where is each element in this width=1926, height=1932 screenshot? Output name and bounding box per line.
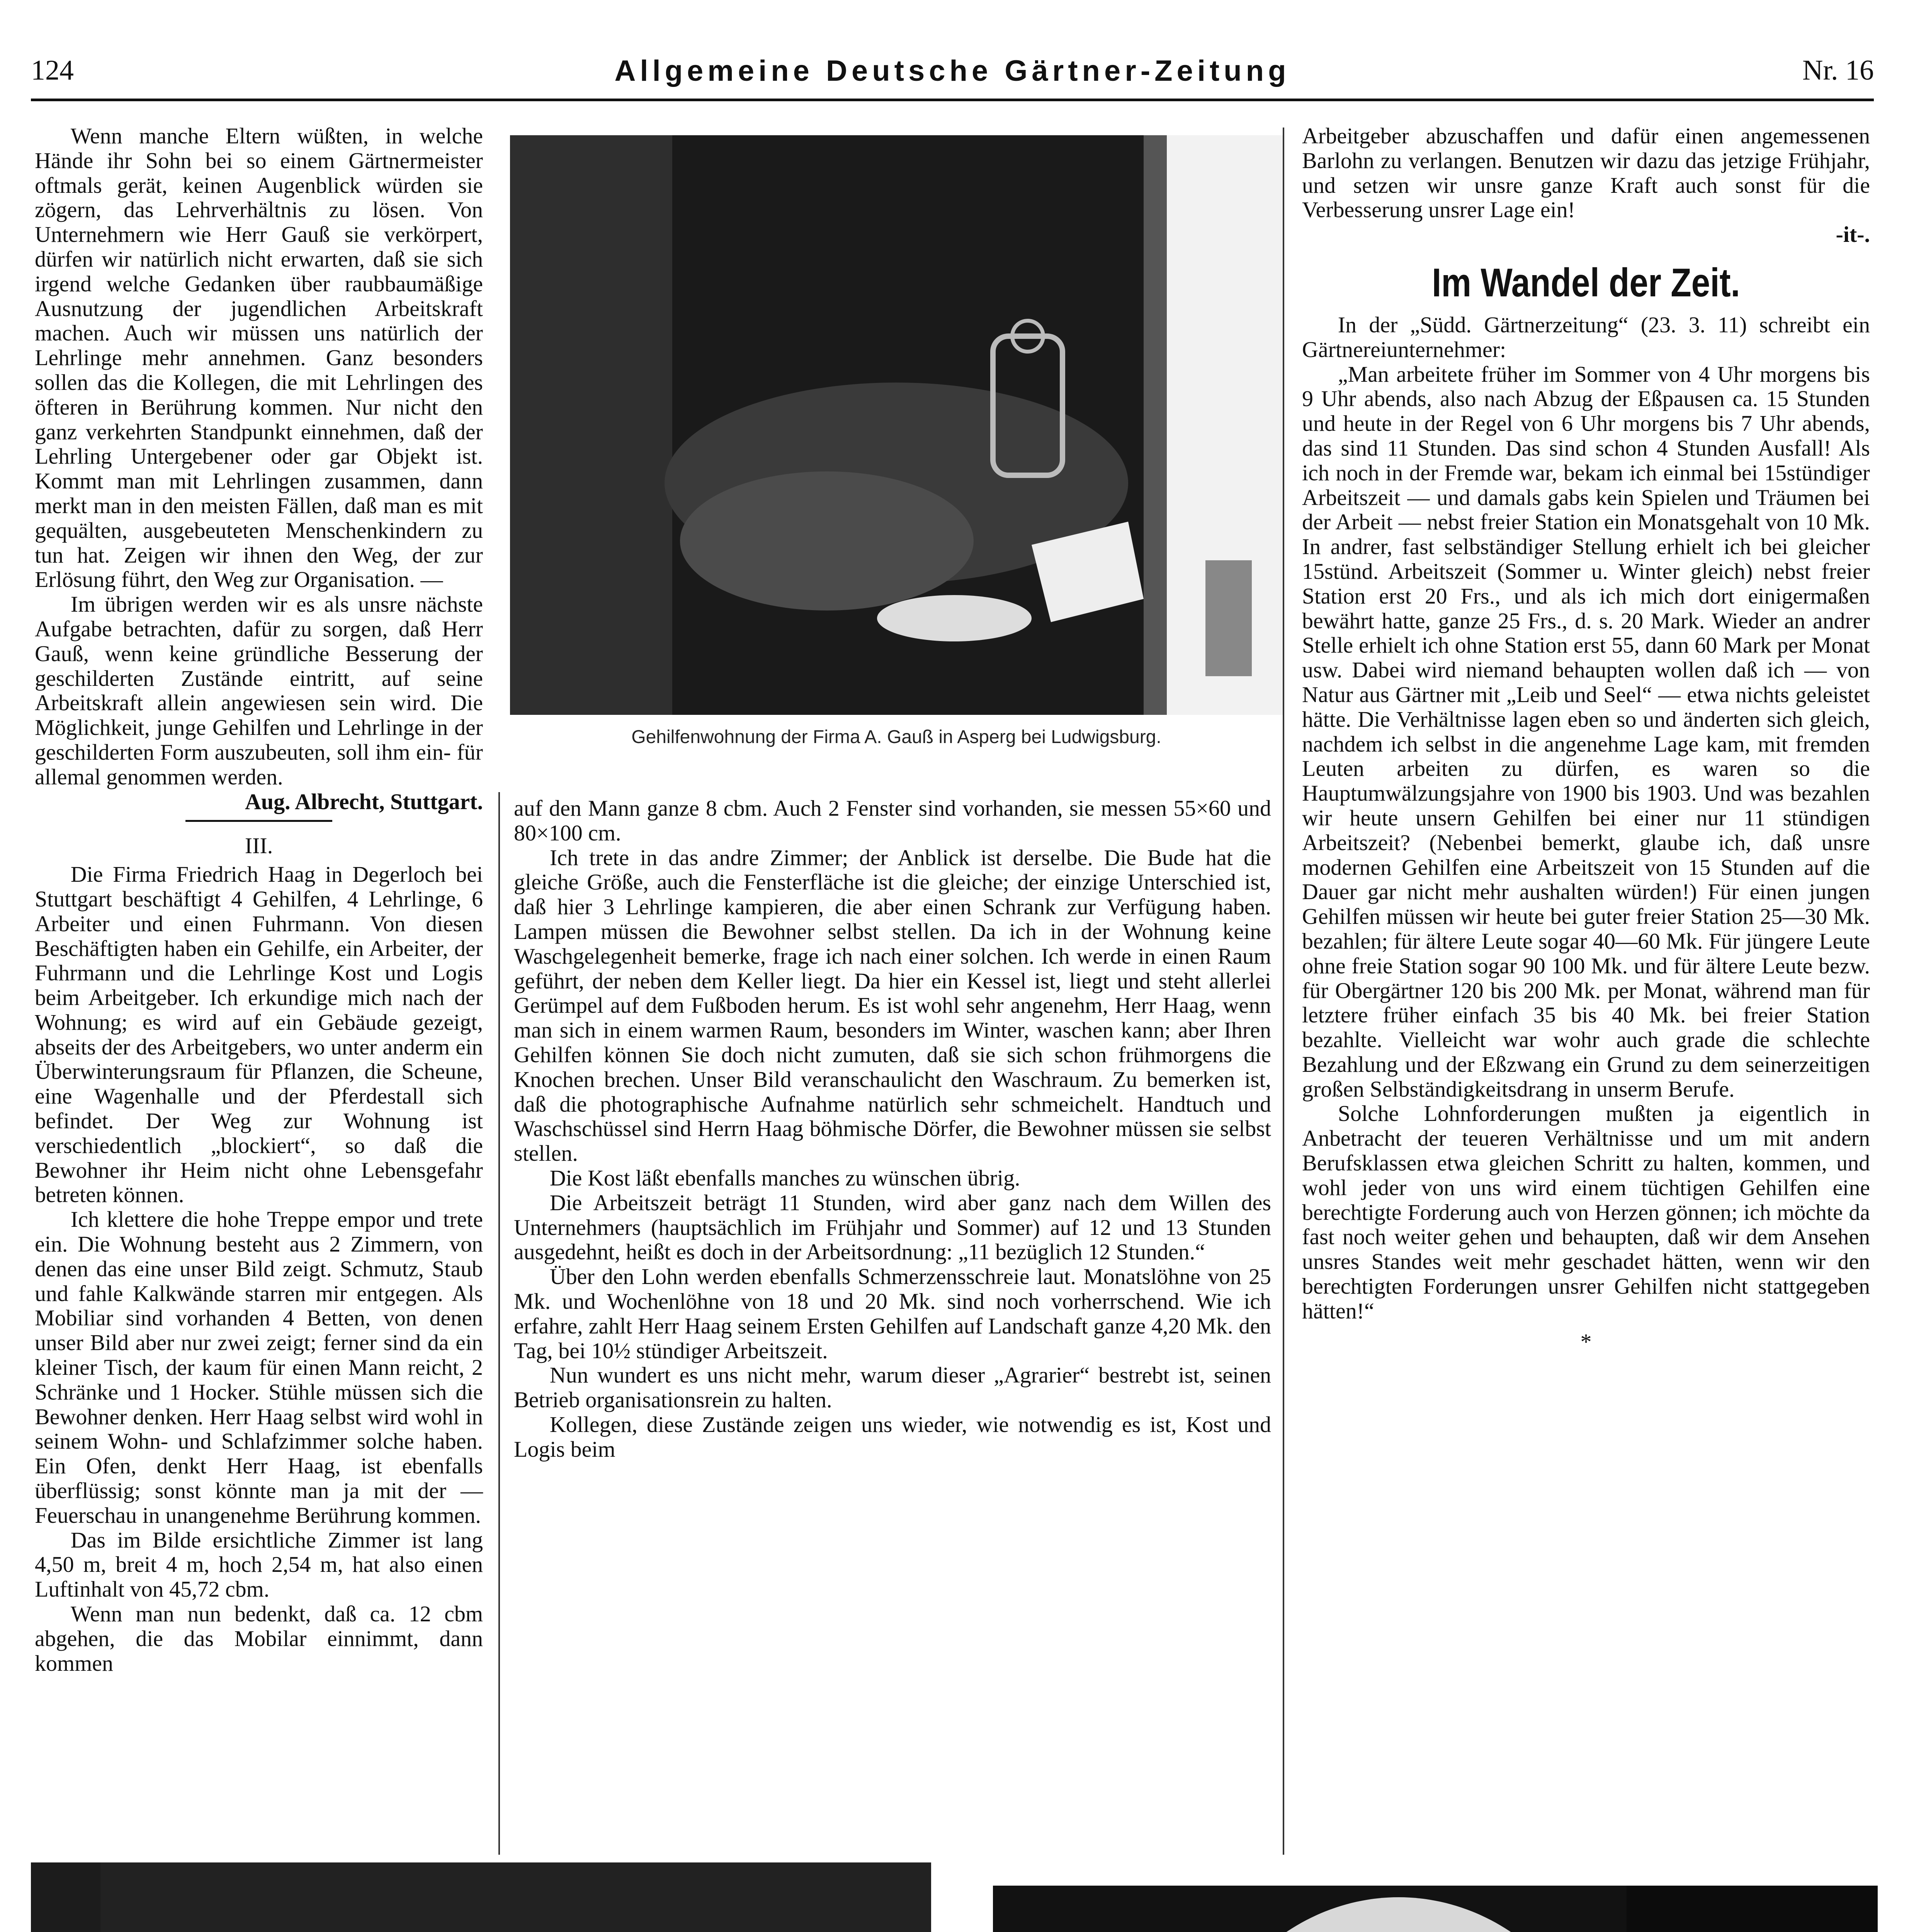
paragraph: Ich klettere die hohe Treppe empor und trete ein. Die Wohnung besteht aus 2 Zimmern, von denen das eine unser Bild zeigt. Schmutz, Staub und fahle Kalkwände starren mir entgegen. Als Mobiliar sind vorhanden 4 Betten, von denen unser Bild aber nur zwei zeigt; ferner sind da ein kleiner Tisch, der kaum für einen Mann reicht, 2 Schränke und 1 Hocker. Stühle müssen sich die Bewohner denken. Herr Haag selbst wird wohl in seinem Wohn- und Schlafzimmer solche haben. Ein Ofen, denkt Herr Haag, ist ebenfalls überflüssig; sonst könnte man ja mit der — Feuerschau in unangenehme Berührung kommen. xyxy=(35,1207,483,1528)
signature-albrecht: Aug. Albrecht, Stuttgart. xyxy=(245,789,483,814)
paragraph: Wenn manche Eltern wüßten, in welche Hände ihr Sohn bei so einem Gärtnermeister oftmals gerät, keinen Augenblick würden sie zögern, das Lehrverhältnis zu lösen. Von Unternehmern wie Herr Gauß sie verkörpert, dürfen wir natürlich nicht erwarten, daß sie sich irgend welche Gedanken über raubbaumäßige Ausnutzung der jugendlichen Arbeitskraft machen. Auch wir müssen uns natürlich der Lehrlinge mehr annehmen. Ganz besonders sollen das die Kollegen, die mit Lehrlingen des öfteren in Berührung kommen. Nur nicht den ganz verkehrten Standpunkt einnehmen, daß der Lehrling Untergebener oder gar Objekt ist. Kommt man mit Lehrlingen zusammen, dann merkt man in den meisten Fällen, daß man es mit gequälten, ausgebeuteten Menschenkindern zu tun hat. Zeigen wir ihnen den Weg, der zur Erlösung führt, den Weg zur Organisation. — xyxy=(35,123,483,592)
section-divider xyxy=(185,820,332,822)
column-rule xyxy=(1283,128,1284,1855)
paragraph: Nun wundert es uns nicht mehr, warum dieser „Agrarier“ bestrebt ist, seinen Betrieb organisationsrein zu halten. xyxy=(514,1362,1271,1413)
paragraph: Im übrigen werden wir es als unsre nächste Aufgabe betrachten, dafür zu sorgen, daß Herr Gauß, wenn keine gründliche Besserung der geschilderten Zustände eintritt, auf seine Arbeitskraft allein angewiesen sein wird. Die Möglichkeit, junge Gehilfen und Lehrlinge in der geschilderten Form auszubeuten, soll ihm ein- für allemal genommen werden. xyxy=(35,592,483,789)
caption-top-photo: Gehilfenwohnung der Firma A. Gauß in Asperg bei Ludwigsburg. xyxy=(631,727,1161,747)
signature-it: -it-. xyxy=(1836,222,1870,247)
photo-gehilfenwohnung-haag xyxy=(993,1886,1878,1932)
paragraph: auf den Mann ganze 8 cbm. Auch 2 Fenster sind vorhanden, sie messen 55×60 und 80×100 cm. xyxy=(514,796,1271,845)
paragraph: Arbeitgeber abzuschaffen und dafür einen angemessenen Barlohn zu verlangen. Benutzen wir dazu das jetzige Frühjahr, und setzen wir unsre ganze Kraft auch sonst für die Verbesserung unsrer Lage ein! xyxy=(1302,123,1870,223)
issue-number: Nr. 16 xyxy=(1802,54,1874,86)
article-heading: Im Wandel der Zeit. xyxy=(1432,260,1740,305)
photo-gehilfenwohnung-gauss xyxy=(510,135,1283,715)
end-mark: * xyxy=(1580,1329,1592,1354)
section-number: III. xyxy=(245,833,273,859)
header-rule xyxy=(31,99,1874,101)
paragraph: Solche Lohnforderungen mußten ja eigentlich in Anbetracht der teueren Verhältnisse und um mit andern Berufsklassen etwa gleichen Schritt zu halten, kommen, und wohl jeder von uns wird einem tüchtigen Gehilfen eine berechtigte Forderung auch von Herzen gönnen; ich möchte da fast noch weiter gehen und behaupten, daß wir dem Ansehen unsres Standes weit mehr geschadet hätten, wenn wir den berechtigten Forderungen unsrer Gehilfen nicht stattgegeben hätten!“ xyxy=(1302,1101,1870,1323)
middle-column xyxy=(514,796,1271,1462)
page-header xyxy=(31,50,1874,97)
paragraph: Wenn man nun bedenkt, daß ca. 12 cbm abgehen, die das Mobilar einnimmt, dann kommen xyxy=(35,1601,483,1676)
right-column xyxy=(1302,124,1870,1354)
paragraph: Ich trete in das andre Zimmer; der Anblick ist derselbe. Die Bude hat die gleiche Größe, auch die Fensterfläche ist die gleiche; der einzige Unterschied ist, daß hier 3 Lehrlinge kampieren, die aber einen Schrank zur Verfügung haben. Lampen müssen die Bewohner selbst stellen. Da ich in der Wohnung keine Waschgelegenheit bemerke, frage ich nach einer solchen. Ich werde in einen Raum geführt, der neben dem Keller liegt. Da hier ein Kessel ist, liegt und steht allerlei Gerümpel auf dem Fußboden herum. Es ist wohl sehr angenehm, Herr Haag, wenn man sich in einem warmen Raum, besonders im Winter, waschen kann; aber Ihren Gehilfen können Sie doch nicht zumuten, daß sie sich schon frühmorgens die Knochen brechen. Unser Bild veranschaulicht den Waschraum. Zu bemerken ist, daß die photographische Aufnahme natürlich sehr schmeichelt. Handtuch und Waschschüssel sind Herrn Haag böhmische Dörfer, die Bewohner müssen sie selbst stellen. xyxy=(514,845,1271,1166)
page-number: 124 xyxy=(31,54,74,86)
photo-waschraum-haag-image xyxy=(31,1862,931,1932)
left-column xyxy=(35,124,483,1675)
paragraph: In der „Südd. Gärtnerzeitung“ (23. 3. 11) schreibt ein Gärtnereiunternehmer: xyxy=(1302,312,1870,362)
paragraph: Das im Bilde ersichtliche Zimmer ist lang 4,50 m, breit 4 m, hoch 2,54 m, hat also einen Luftinhalt von 45,72 cbm. xyxy=(35,1527,483,1602)
paragraph: Die Firma Friedrich Haag in Degerloch bei Stuttgart beschäftigt 4 Gehilfen, 4 Lehrlinge, 6 Arbeiter und einen Fuhrmann. Von diesen Beschäftigten haben ein Gehilfe, ein Arbeiter, der Fuhrmann und die Lehrlinge Kost und Logis beim Arbeitgeber. Ich erkundige mich nach der Wohnung; es wird auf ein Gebäude gezeigt, abseits der des Arbeitgebers, wo unter anderm ein Überwinterungsraum für Pflanzen, die Scheune, eine Wagenhalle und der Pferdestall sich befindet. Der Weg zur Wohnung ist verschiedentlich „blockiert“, so daß die Bewohner ihr Heim nicht ohne Lebensgefahr betreten können. xyxy=(35,862,483,1208)
paragraph: „Man arbeitete früher im Sommer von 4 Uhr morgens bis 9 Uhr abends, also nach Abzug der Eßpausen ca. 15 Stunden und heute in der Regel von 6 Uhr morgens bis 7 Uhr abends, das sind 11 Stunden. Das sind schon 4 Stunden Ausfall! Als ich noch in der Fremde war, bekam ich einmal bei 15stündiger Arbeitszeit — und damals gabs kein Spielen und Träumen bei der Arbeit — nebst freier Station ein Monatsgehalt von 10 Mk. In andrer, fast selbständiger Stellung erhielt ich bei gleicher 15stünd. Arbeitszeit (Sommer u. Winter gleich) nebst freier Station erst 20 Frs., und als ich mich dort einigermaßen bewährt hatte, ganze 25 Frs., d. s. 20 Mark. Wieder an andrer Stelle erhielt ich ohne Station erst 55, dann 60 Mark per Monat usw. Dabei wird niemand behaupten wollen daß ich — von Natur aus Gärtner mit „Leib und Seel“ — etwa nichts geleistet hätte. Die Verhältnisse lagen eben so und änderten sich gleich, nachdem ich selbst in die angenehme Lage kam, mit fremden Leuten arbeiten zu dürfen, es waren so die Hauptumwälzungsjahre von 1900 bis 1903. Und was bezahlen wir heute unsern Gehilfen bei einer nur 11 stündigen Arbeitszeit? (Nebenbei bemerkt, glaube ich, daß unsre modernen Gehilfen eine Arbeitszeit von 15 Stunden auf die Dauer gar nicht mehr aushalten würden!) Für einen jungen Gehilfen müssen wir heute bei guter freier Station 25—30 Mk. bezahlen; für ältere Leute sogar 40—60 Mk. Für jüngere Leute ohne freie Station sogar 90 100 Mk. und für ältere Leute bezw. für Obergärtner 120 bis 200 Mk. per Monat, während man für letztere früher einfach 35 bis 40 Mk. bei freier Station bezahlte. Vielleicht war wohr auch grade die schlechte Bezahlung und der Eßzwang ein Grund zu dem seinerzeitigen großen Selbständigkeitsdrang in unserm Berufe. xyxy=(1302,361,1870,1102)
column-rule xyxy=(498,792,500,1855)
paragraph: Die Arbeitszeit beträgt 11 Stunden, wird aber ganz nach dem Willen des Unternehmers (hauptsächlich im Frühjahr und Sommer) auf 12 und 13 Stunden ausgedehnt, heißt es doch in der Arbeitsordnung: „11 bezüglich 12 Stunden.“ xyxy=(514,1190,1271,1265)
newspaper-title: Allgemeine Deutsche Gärtner-Zeitung xyxy=(614,54,1290,87)
photo-waschraum-haag xyxy=(31,1862,931,1932)
photo-gehilfenwohnung-haag-image xyxy=(993,1886,1878,1932)
paragraph: Die Kost läßt ebenfalls manches zu wünschen übrig. xyxy=(549,1165,1020,1190)
paragraph: Über den Lohn werden ebenfalls Schmerzensschreie laut. Monatslöhne von 25 Mk. und Wochenlöhne von 18 und 20 Mk. sind noch vorherrschend. Wie ich erfahre, zahlt Herr Haag seinem Ersten Gehilfen auf Landschaft ganze 4,20 Mk. den Tag, bei 10½ stündiger Arbeitszeit. xyxy=(514,1264,1271,1363)
photo-gehilfenwohnung-gauss-image xyxy=(510,135,1283,715)
paragraph: Kollegen, diese Zustände zeigen uns wieder, wie notwendig es ist, Kost und Logis beim xyxy=(514,1412,1271,1462)
